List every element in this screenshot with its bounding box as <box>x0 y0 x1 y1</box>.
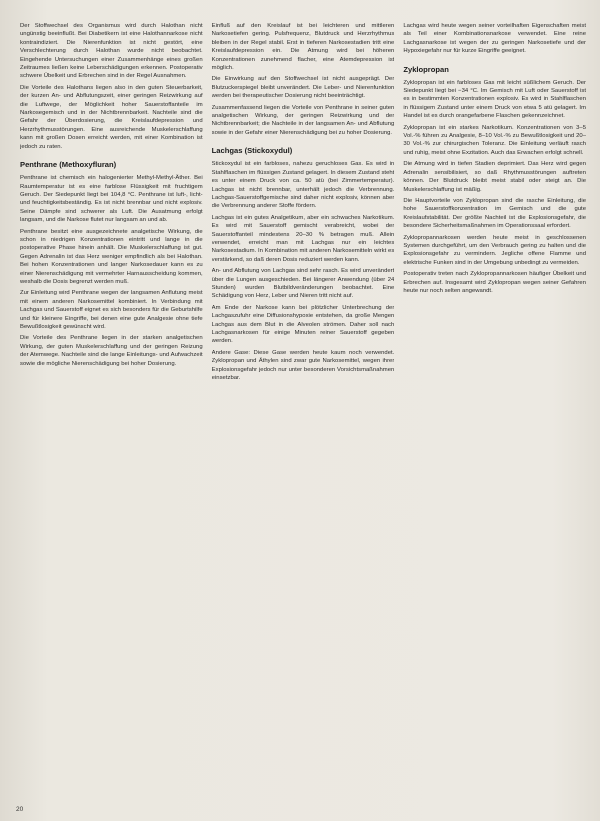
paragraph: Die Atmung wird in tiefen Stadien deprimiert. Das Herz wird gegen Adrenalin sensibilisiert, so daß Rhythmusstörungen auftreten können. Der Blutdruck bleibt meist stabil oder steigt an. Die Muskelerschlaffung ist mäßig. <box>403 161 586 193</box>
column-middle <box>212 22 395 792</box>
paragraph: An- und Abflutung von Lachgas sind sehr rasch. Es wird unverändert über die Lungen ausgeschieden. Bei längerer Anwendung (über 24 Stunden) wurden Blutbildveränderungen beobachtet. Eine Schädigung von Herz, Leber und Nieren tritt nicht auf. <box>211 268 395 300</box>
section-heading: Lachgas (Stickoxydul) <box>211 146 293 156</box>
paragraph: Zyklopropannarkosen werden heute meist in geschlossenen Systemen durchgeführt, um den Verbrauch gering zu halten und die Explosionsgefahr zu vermindern. Jegliche offene Flamme und elektrische Funken sind in der Umgebung unbedingt zu vermeiden. <box>403 234 586 266</box>
paragraph: Lachgas wird heute wegen seiner vorteilhaften Eigenschaften meist als Teil einer Kombinationsnarkose verwendet. Eine reine Lachgasnarkose ist wegen der zu geringen Narkosetiefe und der Hypoxiegefahr nur für kurze Eingriffe geeignet. <box>403 23 586 55</box>
paragraph: Die Hauptvorteile von Zyklopropan sind die rasche Einleitung, die hohe Sauerstoffkonzentration im Gemisch und die gute Kreislaufstabilität. Der größte Nachteil ist die Explosionsgefahr, die besondere Sicherheitsmaßnahmen im Operationssaal erfordert. <box>403 197 586 230</box>
text-columns <box>20 22 586 792</box>
paragraph: Stickoxydul ist ein farbloses, nahezu geruchloses Gas. Es wird in Stahlflaschen im flüssigen Zustand gelagert. In diesem Zustand steht es unter einem Druck von ca. 50 atü (bei Zimmertemperatur). Lachgas ist nicht brennbar, unterhält jedoch die Verbrennung. Lachgas-Sauerstoffgemische sind daher nicht explosiv, können aber die Verbrennung anderer Stoffe fördern. <box>211 161 395 210</box>
paragraph: Zur Einleitung wird Penthrane wegen der langsamen Anflutung meist mit einem anderen Narkosemittel kombiniert. In Verbindung mit Lachgas und Sauerstoff eignet es sich besonders für die Geburtshilfe und für kleinere Eingriffe, bei denen eine gute Analgesie ohne tiefe Bewußtlosigkeit gewünscht wird. <box>20 290 203 330</box>
paragraph: Penthrane ist chemisch ein halogenierter Methyl-Methyl-Äther. Bei Raumtemperatur ist es eine farblose Flüssigkeit mit fruchtigem Geruch. Der Siedepunkt liegt bei 104,8 °C. Penthrane ist luft-, licht- und feuchtigkeitsbeständig. Es ist nicht brennbar und nicht explosiv. Seine Dämpfe sind schwerer als Luft. Die Ausatmung erfolgt langsam, und die Narkose flutet nur langsam an und ab. <box>20 175 203 224</box>
paragraph: Penthrane besitzt eine ausgezeichnete analgetische Wirkung, die schon in niedrigen Konzentrationen eintritt und lange in die postoperative Phase hinein anhält. Die Muskelerschlaffung ist gut. Gegen Adrenalin ist das Herz weniger empfindlich als bei Halothan. Bei hohen Konzentrationen und langer Narkosedauer kann es zu einer Nierenschädigung mit vermehrter Harnausscheidung kommen, weshalb die Dosis begrenzt werden muß. <box>20 228 203 285</box>
paragraph: Die Vorteile des Penthrane liegen in der starken analgetischen Wirkung, der guten Muskelerschlaffung und der geringen Reizung der Atemwege. Nachteile sind die lange Einleitungs- und Aufwachzeit sowie die mögliche Nierenschädigung bei hoher Dosierung. <box>20 335 203 367</box>
paragraph: Der Stoffwechsel des Organismus wird durch Halothan nicht ungünstig beeinflußt. Bei Diabetikern ist eine Halothannarkose nicht kontraindiziert. Die Nierenfunktion ist nicht gestört, eine Verschlechterung durch Halothan wurde nicht beobachtet. Eingehende Untersuchungen einer Zusammenhänge eines großen Zeitraumes ließen keine Leberschädigungen erkennen. Postoperativ schwere Übelkeit und Erbrechen sind in der Regel Ausnahmen. <box>20 23 203 80</box>
paragraph: Einfluß auf den Kreislauf ist bei leichteren und mittleren Narkosetiefen gering. Pulsfrequenz, Blutdruck und Herzrhythmus bleiben in der Regel stabil. Erst in tieferen Narkosestadien tritt eine Kreislaufdepression ein. Die Atmung wird bei höheren Konzentrationen zunehmend flacher, eine Atemdepression ist möglich. <box>211 23 395 72</box>
section-heading: Penthrane (Methoxyfluran) <box>20 160 117 170</box>
column-right <box>403 22 586 792</box>
paragraph: Die Einwirkung auf den Stoffwechsel ist nicht ausgeprägt. Der Blutzuckerspiegel bleibt unverändert. Die Leber- und Nierenfunktion werden bei therapeutischer Dosierung nicht beeinträchtigt. <box>211 76 395 100</box>
paragraph: Lachgas ist ein gutes Analgetikum, aber ein schwaches Narkotikum. Es wird mit Sauerstoff gemischt verabreicht, wobei der Sauerstoffanteil mindestens 20–30 % betragen muß. Allein verwendet, erreicht man mit Lachgas nur ein leichtes Narkosestadium. In Kombination mit anderen Narkosemitteln wirkt es verstärkend, so daß deren Dosis reduziert werden kann. <box>211 214 395 263</box>
column-left <box>20 22 203 792</box>
paragraph: Andere Gase: Diese Gase werden heute kaum noch verwendet. Zyklopropan und Äthylen sind zwar gute Narkosemittel, wegen ihrer Explosionsgefahr jedoch nur unter besonderen Vorsichtsmaßnahmen einsetzbar. <box>211 349 395 382</box>
page-number: 20 <box>16 806 24 813</box>
paragraph: Am Ende der Narkose kann bei plötzlicher Unterbrechung der Lachgaszufuhr eine Diffusionshypoxie entstehen, da große Mengen Lachgas aus dem Blut in die Alveolen strömen. Daher soll nach Lachgasnarkosen für einige Minuten reiner Sauerstoff gegeben werden. <box>211 304 395 345</box>
paragraph: Postoperativ treten nach Zyklopropannarkosen häufiger Übelkeit und Erbrechen auf. Insgesamt wird Zyklopropan wegen seiner Gefahren heute nur noch selten angewandt. <box>403 271 586 294</box>
paragraph: Zyklopropan ist ein starkes Narkotikum. Konzentrationen von 3–5 Vol.-% führen zu Analgesie, 8–10 Vol.-% zu Bewußtlosigkeit und 20–30 Vol.-% zur chirurgischen Toleranz. Die Einleitung verläuft rasch und ruhig, meist ohne Exzitation. Auch das Erwachen erfolgt schnell. <box>403 124 586 156</box>
paragraph: Zyklopropan ist ein farbloses Gas mit leicht süßlichem Geruch. Der Siedepunkt liegt bei −34 °C. Im Gemisch mit Luft oder Sauerstoff ist es in bestimmten Konzentrationen explosiv. Es wird in Stahlflaschen in flüssigem Zustand unter einem Druck von etwa 5 atü gelagert. Im Handel ist es durch orangefarbene Flaschen gekennzeichnet. <box>403 79 586 120</box>
section-heading: Zyklopropan <box>403 64 449 74</box>
paragraph: Die Vorteile des Halothans liegen also in den guten Steuerbarkeit, der kurzen An- und Abflutungszeit, einer geringen Reizwirkung auf die Luftwege, der Möglichkeit hoher Sauerstoffanteile im Narkosegemisch und in der Nichtbrennbarkeit. Nachteile sind die Gefahr der Überdosierung, die Kreislaufdepression und Herzrhythmusstörungen. Eine ausreichende Muskelerschlaffung kann mit großen Dosen erreicht werden, mit einer Kombination ist jedoch zu raten. <box>20 84 203 150</box>
paragraph: Zusammenfassend liegen die Vorteile von Penthrane in seiner guten analgetischen Wirkung, der geringen Reizwirkung und der Nichtbrennbarkeit; die Nachteile in der langsamen An- und Abflutung sowie in der Gefahr einer Nierenschädigung bei zu hoher Dosierung. <box>211 104 395 136</box>
